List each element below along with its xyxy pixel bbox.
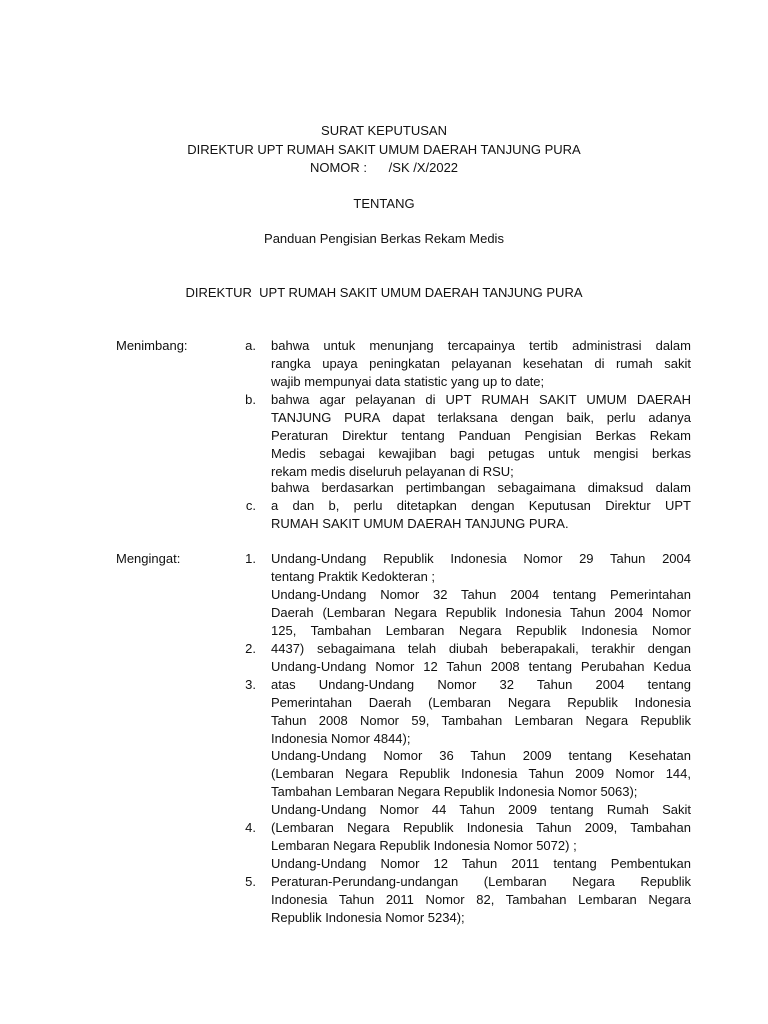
menimbang-line: a dan b, perlu ditetapkan dengan Keputusan Direktur UPT (271, 498, 691, 513)
menimbang-line: bahwa agar pelayanan di UPT RUMAH SAKIT UMUM DAERAH (271, 392, 691, 407)
mengingat-line: Tahun 2008 Nomor 59, Tambahan Lembaran Negara Republik (271, 713, 691, 728)
document-subject: Panduan Pengisian Berkas Rekam Medis (264, 231, 504, 246)
issuer-heading: DIREKTUR UPT RUMAH SAKIT UMUM DAERAH TANJUNG PURA (187, 142, 581, 157)
mengingat-line: Tambahan Lembaran Negara Republik Indonesia Nomor 5063); (271, 784, 638, 799)
menimbang-line: Peraturan Direktur tentang Panduan Pengisian Berkas Rekam (271, 428, 691, 443)
menimbang-line: rekam medis diseluruh pelayanan di RSU; (271, 464, 514, 479)
menimbang-label: Menimbang: (116, 338, 188, 353)
mengingat-marker-2: 2. (245, 641, 256, 656)
about-label: TENTANG (353, 196, 415, 211)
mengingat-line: Undang-Undang Nomor 36 Tahun 2009 tentang Kesehatan (271, 748, 691, 763)
mengingat-marker-4: 4. (245, 820, 256, 835)
document-title: SURAT KEPUTUSAN (321, 123, 447, 138)
mengingat-line: Pemerintahan Daerah (Lembaran Negara Republik Indonesia (271, 695, 691, 710)
mengingat-line: Undang-Undang Republik Indonesia Nomor 29 Tahun 2004 (271, 551, 691, 566)
menimbang-marker-b: b. (245, 392, 256, 407)
mengingat-marker-5: 5. (245, 874, 256, 889)
menimbang-line: RUMAH SAKIT UMUM DAERAH TANJUNG PURA. (271, 516, 569, 531)
mengingat-line: tentang Praktik Kedokteran ; (271, 569, 436, 584)
document-number: NOMOR : /SK /X/2022 (309, 160, 459, 175)
mengingat-line: (Lembaran Negara Republik Indonesia Tahun 2009, Tambahan (271, 820, 691, 835)
mengingat-line: Indonesia Tahun 2011 Nomor 82, Tambahan Lembaran Negara (271, 892, 691, 907)
authority-heading: DIREKTUR UPT RUMAH SAKIT UMUM DAERAH TANJUNG PURA (185, 285, 583, 300)
menimbang-line: TANJUNG PURA dapat terlaksana dengan baik, perlu adanya (271, 410, 691, 425)
menimbang-line: bahwa untuk menunjang tercapainya tertib administrasi dalam (271, 338, 691, 353)
mengingat-line: Undang-Undang Nomor 12 Tahun 2008 tentang Perubahan Kedua (271, 659, 691, 674)
menimbang-marker-a: a. (245, 338, 256, 353)
mengingat-line: Lembaran Negara Republik Indonesia Nomor 5072) ; (271, 838, 577, 853)
mengingat-line: 4437) sebagaimana telah diubah beberapakali, terakhir dengan (271, 641, 691, 656)
menimbang-line: rangka upaya peningkatan pelayanan kesehatan di rumah sakit (271, 356, 691, 371)
mengingat-line: Daerah (Lembaran Negara Republik Indonesia Tahun 2004 Nomor (271, 605, 691, 620)
mengingat-marker-1: 1. (245, 551, 256, 566)
mengingat-line: Indonesia Nomor 4844); (271, 731, 411, 746)
mengingat-line: Undang-Undang Nomor 44 Tahun 2009 tentang Rumah Sakit (271, 802, 691, 817)
mengingat-line: atas Undang-Undang Nomor 32 Tahun 2004 tentang (271, 677, 691, 692)
mengingat-line: Undang-Undang Nomor 12 Tahun 2011 tentang Pembentukan (271, 856, 691, 871)
mengingat-line: Undang-Undang Nomor 32 Tahun 2004 tentang Pemerintahan (271, 587, 691, 602)
menimbang-line: bahwa berdasarkan pertimbangan sebagaimana dimaksud dalam (271, 480, 691, 495)
mengingat-marker-3: 3. (245, 677, 256, 692)
mengingat-line: 125, Tambahan Lembaran Negara Republik Indonesia Nomor (271, 623, 691, 638)
menimbang-line: Medis sebagai kewajiban bagi petugas untuk mengisi berkas (271, 446, 691, 461)
mengingat-line: Republik Indonesia Nomor 5234); (271, 910, 465, 925)
menimbang-line: wajib mempunyai data statistic yang up to date; (271, 374, 545, 389)
mengingat-line: (Lembaran Negara Republik Indonesia Tahun 2009 Nomor 144, (271, 766, 691, 781)
menimbang-marker-c: c. (245, 498, 256, 513)
mengingat-label: Mengingat: (116, 551, 181, 566)
mengingat-line: Peraturan-Perundang-undangan (Lembaran Negara Republik (271, 874, 691, 889)
